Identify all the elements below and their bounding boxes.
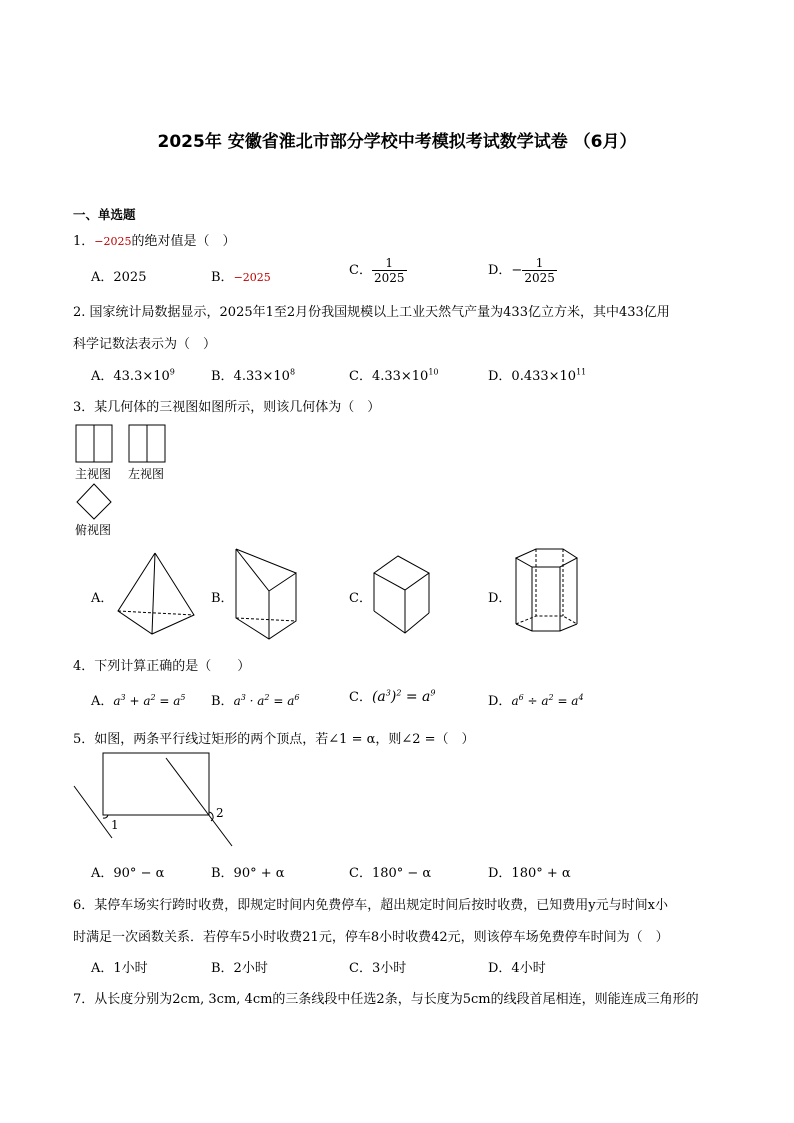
parallel-line-1	[74, 786, 112, 838]
question-number: 1．	[73, 234, 95, 249]
square-prism-top	[374, 556, 429, 590]
question-4: 4．下列计算正确的是（ ）	[73, 659, 251, 674]
question-2-line-1: 2. 国家统计局数据显示，2025年1至2月份我国规模以上工业天然气产量为433亿立方米，其中433亿用	[73, 305, 670, 320]
q2-option-a	[91, 365, 175, 384]
exponent: 9	[169, 367, 175, 377]
front-view-caption: 主视图	[75, 467, 112, 481]
angle-1-label: 1	[111, 818, 119, 832]
numerator: 1	[522, 256, 557, 271]
top-view-diamond	[77, 484, 111, 519]
q3-option-c: C．	[349, 591, 372, 606]
pyramid-figure	[112, 550, 202, 640]
question-5: 5．如图，两条平行线过矩形的两个顶点，若∠1 = α，则∠2 =（ ）	[73, 732, 475, 747]
q1-option-b	[211, 266, 271, 285]
q2-option-c	[349, 365, 439, 384]
option-text: C．4.33×10	[349, 369, 429, 384]
numerator: 1	[372, 256, 407, 271]
hex-hidden-bottom	[516, 616, 577, 624]
hexagonal-prism-figure	[508, 546, 588, 641]
angle-2-label: 2	[216, 806, 224, 820]
question-7-line-1: 7．从长度分别为2cm, 3cm, 4cm的三条线段中任选2条，与长度为5cm的线段首尾相连，则能连成三角形的	[73, 992, 699, 1007]
q4-option-a: A．$a^3 + a^2 = a^5$	[91, 693, 186, 709]
prism-figure	[232, 546, 302, 646]
option-text: A．43.3×10	[91, 369, 170, 384]
left-view-caption: 左视图	[128, 467, 165, 481]
q2-option-d	[488, 365, 586, 384]
denominator: 2025	[373, 271, 405, 285]
square-prism-bottom	[374, 611, 429, 633]
option-text: B．4.33×10	[211, 369, 290, 384]
q2-option-b	[211, 365, 295, 384]
question-6-line-1: 6．某停车场实行跨时收费，即规定时间内免费停车，超出规定时间后按时收费，已知费用y元与时间x小	[73, 898, 668, 913]
q5-option-c: C．180° − α	[349, 866, 432, 881]
q3-option-b: B．	[211, 591, 234, 606]
q6-option-a: A．1小时	[91, 961, 148, 976]
section-heading-single-choice: 一、单选题	[73, 207, 136, 222]
exponent: 10	[428, 367, 439, 377]
prism-outline	[236, 549, 296, 639]
pyramid-edge	[152, 553, 155, 634]
fraction	[522, 256, 557, 285]
prism-hidden-edge	[236, 618, 296, 621]
question-3: 3．某几何体的三视图如图所示，则该几何体为（ ）	[73, 400, 381, 415]
q4-option-c: C．$(a^3)^2 = a^9$	[349, 688, 436, 705]
option-label: B．	[211, 270, 234, 285]
negative-2025: −2025	[94, 235, 132, 248]
page-title: 2025年 安徽省淮北市部分学校中考模拟考试数学试卷 （6月）	[157, 132, 637, 152]
q1-option-d	[488, 256, 557, 285]
parallel-line-2	[166, 758, 232, 846]
hexagon-bottom	[516, 624, 577, 631]
option-label: D．	[488, 694, 512, 709]
option-value: −2025	[233, 271, 271, 284]
q5-option-d: D．180° + α	[488, 866, 571, 881]
exponent: 11	[576, 367, 587, 377]
option-label: C．	[349, 690, 372, 705]
option-label: A．	[91, 694, 114, 709]
option-label: B．	[211, 694, 234, 709]
q1-option-a: A．2025	[91, 270, 147, 285]
q5-option-a: A．90° − α	[91, 866, 165, 881]
question-text: 的绝对值是（ ）	[131, 234, 236, 249]
hexagon-top	[516, 549, 577, 567]
top-view-caption: 俯视图	[75, 523, 112, 537]
parallel-lines-rectangle-figure	[70, 748, 240, 853]
q6-option-d: D．4小时	[488, 961, 546, 976]
option-label: D．−	[488, 263, 523, 278]
q6-option-c: C．3小时	[349, 961, 407, 976]
square-prism-figure	[370, 553, 440, 638]
option-text: D．0.433×10	[488, 369, 577, 384]
q6-option-b: B．2小时	[211, 961, 268, 976]
q3-option-d: D．	[488, 591, 512, 606]
option-label: C．	[349, 263, 372, 278]
pyramid-outline	[118, 553, 194, 634]
q5-option-b: B．90° + α	[211, 866, 285, 881]
q3-option-a: A．	[91, 591, 114, 606]
question-1	[73, 230, 236, 249]
rectangle	[103, 753, 209, 815]
denominator: 2025	[524, 271, 555, 285]
pyramid-hidden-edge	[118, 611, 194, 615]
q4-option-d: D．$a^6 \div a^2 = a^4$	[488, 693, 584, 709]
fraction	[372, 256, 407, 285]
q1-option-c	[349, 256, 407, 285]
question-6-line-2: 时满足一次函数关系．若停车5小时收费21元，停车8小时收费42元，则该停车场免费停车时间为（ ）	[73, 930, 669, 945]
exponent: 8	[289, 367, 296, 377]
q4-option-b: B．$a^3 \cdot a^2 = a^6$	[211, 693, 300, 709]
question-2-line-2: 科学记数法表示为（ ）	[73, 337, 217, 352]
